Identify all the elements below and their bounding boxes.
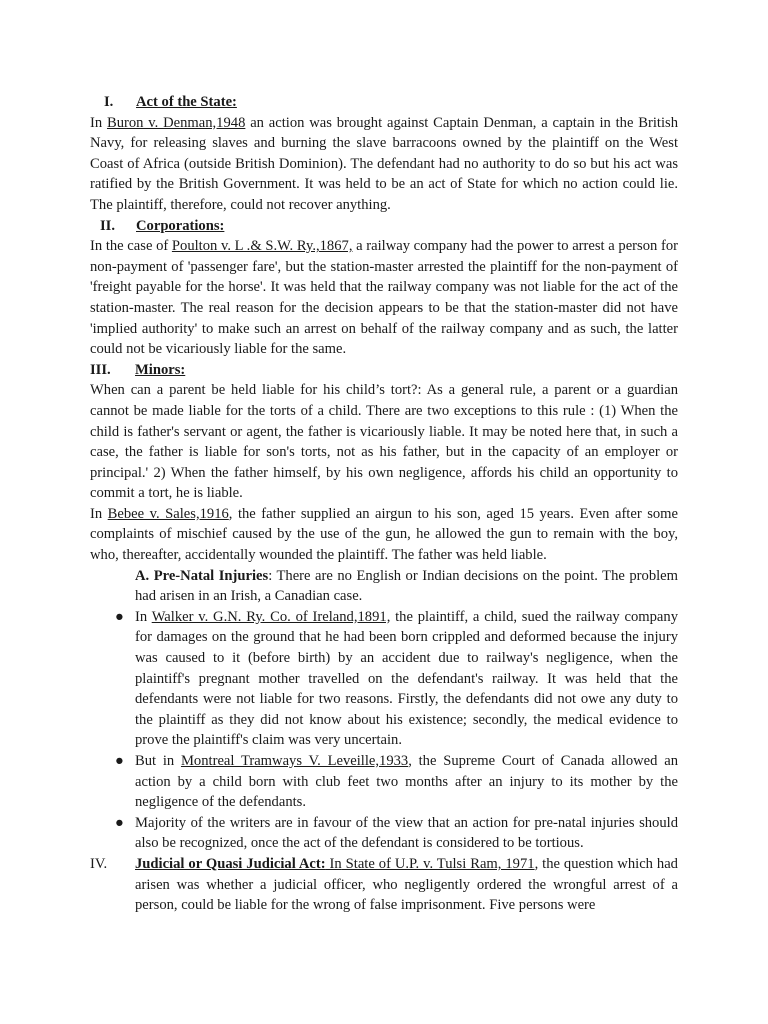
case-citation: Poulton v. L .& S.W. Ry.,1867, [171, 238, 353, 255]
section-heading-3 [90, 360, 678, 381]
list-item-text: the plaintiff, a child, sued the railway company for damages on the ground that he had been born crippled and deformed because the injury was caused to it (before birth) by an accident due to railway's negligence, when the plaintiff's pregnant mother travelled on the defendant's railway. It was held that the defendants were not liable for two reasons. Firstly, the defendants did not owe any duty to the plaintiff as they did not know about his existence; secondly, the medical evidence to prove the plaintiff's claim was very uncertain. [135, 608, 678, 749]
paragraph-text: , the question which had arisen was whether a judicial officer, who negligently ordered the wrongful arrest of a person, could be liable for the wrong of false imprisonment. Five persons were [135, 855, 678, 914]
list-item-text: , the Supreme Court of Canada allowed an action by a child born with club feet two months after an injury to its mother by the negligence of the defendants. [135, 753, 678, 811]
paragraph-text: In the case of [90, 238, 172, 255]
section-number: I. [104, 94, 114, 110]
list-item-text: But in [135, 753, 181, 769]
section-paragraph: When can a parent be held liable for his child’s tort?: As a general rule, a parent or a guardian cannot be made liable for the torts of a child. There are two exceptions to this rule : (1) When the child is father's servant or agent, the father is vicariously liable. It may be noted here that, in such a case, the father is liable for son's torts, not as his father, but in the capacity of an employer or principal.' 2) When the father himself, by his own negligence, affords his child an opportunity to commit a tort, he is liable. [90, 382, 678, 502]
bullet-icon: ● [115, 608, 124, 625]
subsection-text: : There are no English or Indian decisions on the point. The problem had arisen in an Irish, a Canadian case. [135, 567, 678, 605]
list-item-text: Majority of the writers are in favour of the view that an action for pre-natal injuries should also be recognized, once the act of the defendant is considered to be tortious. [135, 814, 678, 852]
section-paragraph [90, 504, 678, 566]
section-title: Minors: [135, 361, 186, 378]
section-paragraph [135, 854, 678, 916]
subsection-pre-natal [135, 566, 678, 607]
bullet-icon: ● [115, 814, 124, 831]
list-item-text: In [135, 608, 152, 625]
section-heading-4 [90, 854, 678, 916]
case-citation: Buron v. Denman,1948 [106, 114, 246, 131]
list-item [90, 751, 678, 813]
case-citation: Montreal Tramways V. Leveille,1933 [180, 753, 409, 769]
section-heading-1 [90, 92, 678, 113]
paragraph-text: , the father supplied an airgun to his son, aged 15 years. Even after some complaints of mischief caused by the use of the gun, he allowed the gun to remain with the boy, who, thereafter, accidentally wounded the plaintiff. The father was held liable. [90, 505, 679, 564]
bullet-icon: ● [115, 753, 124, 769]
paragraph-text: In [90, 505, 108, 522]
list-item [90, 813, 678, 854]
section-title: Judicial or Quasi Judicial Act: [135, 855, 326, 872]
paragraph-text: In [90, 114, 107, 131]
case-citation: Bebee v. Sales,1916 [107, 505, 229, 522]
list-item [90, 607, 678, 751]
paragraph-text: a railway company had the power to arrest a person for non-payment of 'passenger fare', but the station-master arrested the plaintiff for the non-payment of 'freight payable for the horse'. It was held that the railway company was not liable for the act of the station-master. The real reason for the decision appears to be that the station-master did not have 'implied authority' to make such an arrest on behalf of the railway company and as such, the latter could not be vicariously liable for the same. [90, 238, 678, 358]
section-paragraph [90, 236, 678, 360]
document-page [90, 92, 678, 916]
subsection-label: A. Pre-Natal Injuries [135, 567, 269, 584]
case-citation: Walker v. G.N. Ry. Co. of Ireland,1891, [151, 608, 391, 625]
section-number: III. [90, 361, 111, 378]
paragraph-text: In [325, 855, 342, 872]
section-paragraph [90, 113, 678, 216]
bullet-list [90, 607, 678, 854]
section-title: Corporations: [136, 217, 225, 234]
section-number: IV. [90, 855, 108, 872]
paragraph-text: an action was brought against Captain Denman, a captain in the British Navy, for releasing slaves and burning the slave barracoons owned by the plaintiff on the West Coast of Africa (outside British Dominion). The defendant had no authority to do so but his act was ratified by the British Government. It was held to be an act of State for which no action could lie. The plaintiff, therefore, could not recover anything. [90, 114, 679, 213]
section-heading-2 [90, 216, 678, 237]
section-number: II. [100, 217, 116, 234]
section-title: Act of the State: [136, 94, 237, 110]
case-citation: State of U.P. v. Tulsi Ram, 1971 [341, 855, 535, 872]
